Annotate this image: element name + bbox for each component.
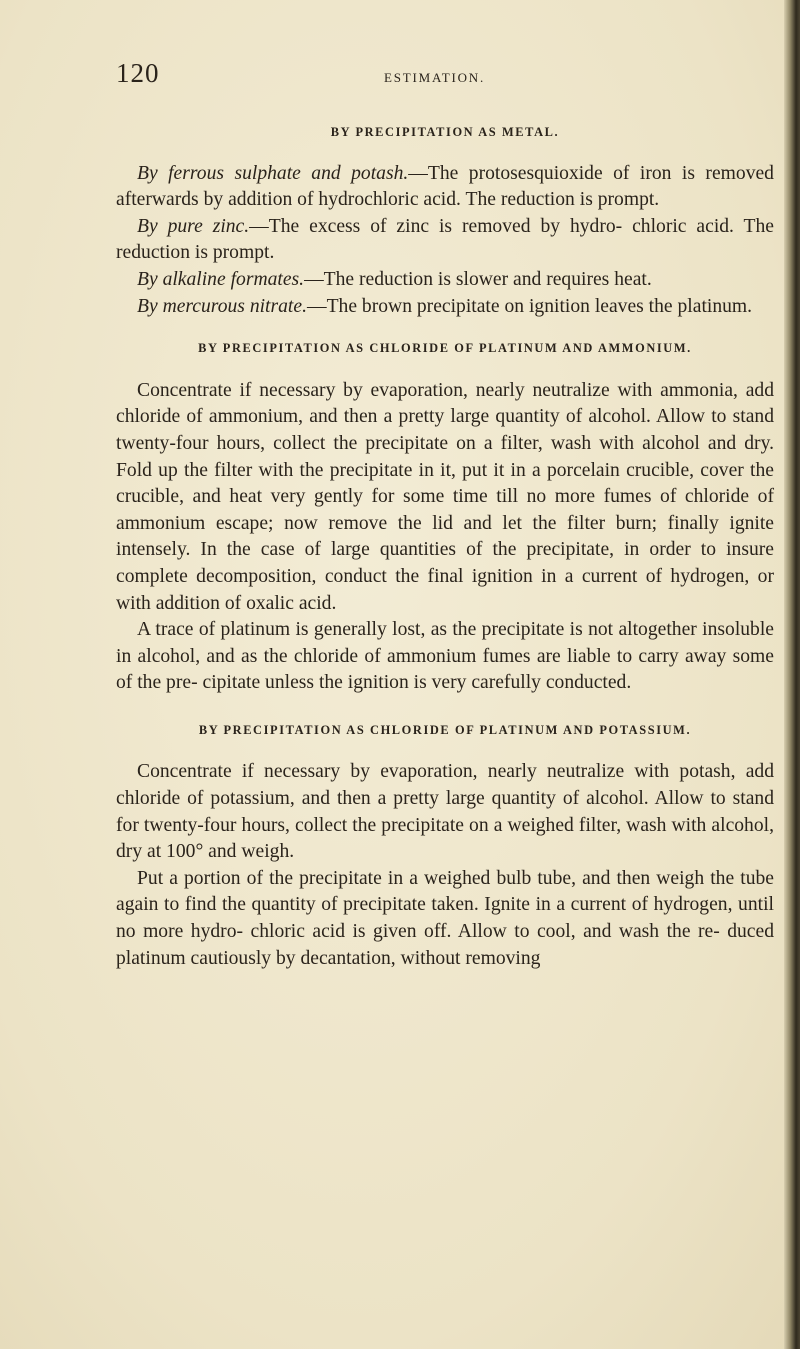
paragraph	[116, 267, 774, 294]
paragraph	[116, 161, 774, 214]
method-text: —The excess of zinc is removed by hydro- chloric acid. The reduction is prompt.	[116, 215, 774, 264]
paragraph	[116, 294, 774, 321]
section-heading-potassium: BY PRECIPITATION AS CHLORIDE OF PLATINUM AND POTASSIUM.	[198, 722, 692, 737]
page-number: 120	[116, 58, 160, 88]
method-lead: By mercurous nitrate.	[137, 295, 307, 317]
paragraph: Concentrate if necessary by evaporation, nearly neutralize with potash, add chloride of potassium, and then a pretty large quantity of alcohol. Allow to stand for twenty-four hours, collect the precipitate on a weighed filter, wash with alcohol, dry at 100° and weigh.	[116, 761, 774, 863]
method-lead: By pure zinc.	[137, 215, 250, 237]
page-header	[116, 58, 776, 98]
section-heading-ammonium: BY PRECIPITATION AS CHLORIDE OF PLATINUM AND AMMONIUM.	[198, 341, 692, 356]
section-heading-metal: BY PRECIPITATION AS METAL.	[330, 125, 560, 139]
paragraph: Concentrate if necessary by evaporation, nearly neutralize with ammonia, add chloride of ammonium, and then a pretty large quantity of alcohol. Allow to stand twenty-four hours, collect the precipitate on a filter, wash with alcohol and dry. Fold up the filter with the precipitate in it, put it in a porcelain crucible, cover the crucible, and heat very gently for some time till no more fumes of chloride of ammonium escape; now remove the lid and let the filter burn; finally ignite intensely. In the case of large quantities of the precipitate, in order to insure complete decomposition, conduct the final ignition in a current of hydrogen, or with addition of oxalic acid.	[116, 379, 774, 614]
method-text: —The reduction is slower and requires heat.	[304, 268, 652, 290]
paragraph	[116, 214, 774, 267]
page-body	[116, 112, 774, 972]
method-lead: By ferrous sulphate and potash.	[137, 162, 409, 184]
running-head: ESTIMATION.	[384, 70, 486, 85]
paragraph: A trace of platinum is generally lost, as the precipitate is not altogether insoluble in alcohol, and as the chloride of ammonium fumes are liable to carry away some of the pre- cipitate unless the ignition is very carefully conducted.	[116, 619, 774, 694]
method-text: —The protosesquioxide of iron is removed afterwards by addition of hydrochloric acid. The reduction is prompt.	[116, 162, 774, 211]
method-lead: By alkaline formates.	[137, 268, 305, 290]
page-spine-edge	[784, 0, 800, 1349]
paragraph: Put a portion of the precipitate in a weighed bulb tube, and then weigh the tube again to find the quantity of precipitate taken. Ignite in a current of hydrogen, until no more hydro- chloric acid is given off. Allow to cool, and wash the re- duced platinum cautiously by decantation, without removing	[116, 867, 774, 969]
method-text: —The brown precipitate on ignition leaves the platinum.	[306, 295, 753, 317]
